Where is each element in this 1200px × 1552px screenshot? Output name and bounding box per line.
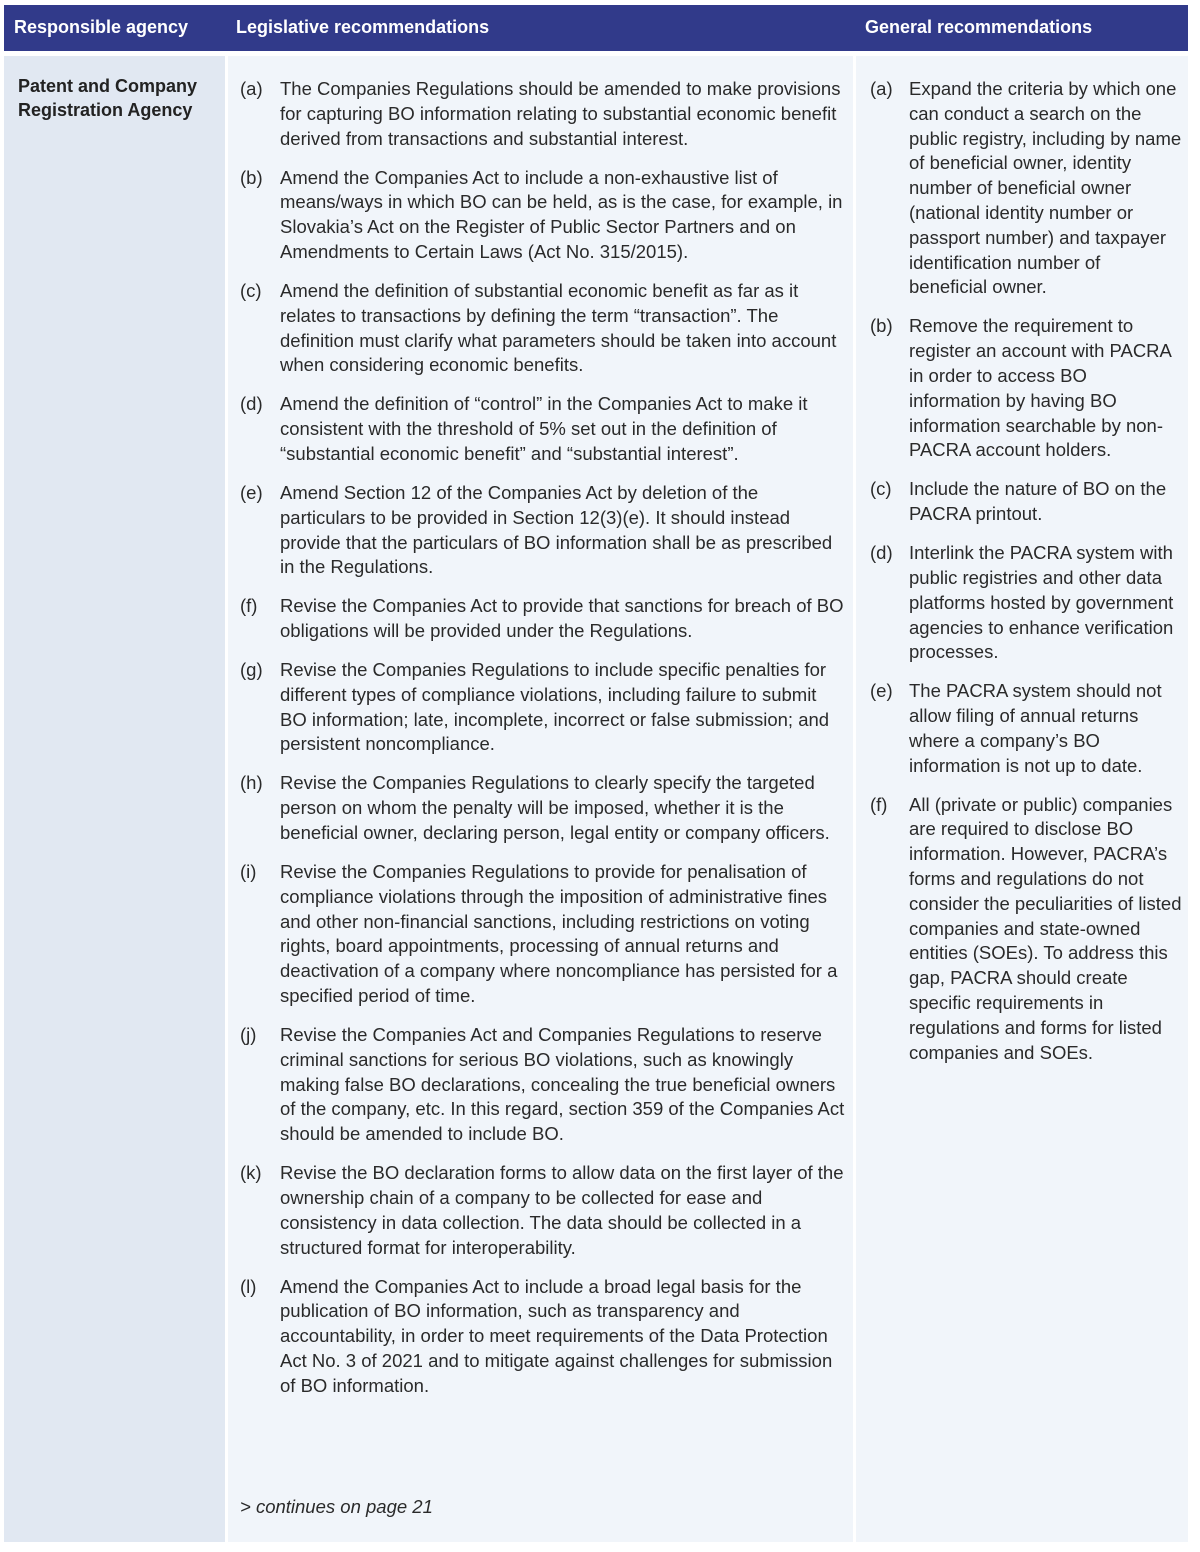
item-text: Amend the definition of substantial economic benefit as far as it relates to transactions by defining the term “transaction”. The definition must clarify what parameters should be taken into account when considering economic benefits.	[280, 279, 837, 376]
item-text: Revise the Companies Act and Companies Regulations to reserve criminal sanctions for serious BO violations, such as knowingly making false BO declarations, concealing the true beneficial owners of the company, etc. In this regard, section 359 of the Companies Act should be amended to include BO.	[280, 1023, 845, 1145]
item-text: Amend the Companies Act to include a non-exhaustive list of means/ways in which BO can be held, as is the case, for example, in Slovakia’s Act on the Register of Public Sector Partners and on Amendments to Certain Laws (Act No. 315/2015).	[280, 166, 843, 262]
item-marker: (h)	[240, 772, 263, 794]
item-marker: (l)	[240, 1275, 257, 1297]
item-marker: (e)	[870, 680, 893, 702]
general-cell	[856, 56, 1188, 1542]
item-text: Revise the Companies Act to provide that sanctions for breach of BO obligations will be provided under the Regulations.	[280, 595, 844, 642]
list-item	[240, 1023, 845, 1147]
agency-cell	[4, 56, 225, 1542]
list-item	[240, 392, 845, 466]
list-item	[240, 860, 845, 1009]
list-item	[870, 314, 1182, 463]
list-item	[240, 594, 845, 644]
list-item	[240, 1161, 845, 1260]
item-text: Amend Section 12 of the Companies Act by deletion of the particulars to be provided in Section 12(3)(e). It should instead provide that the particulars of BO information shall be as prescribed in the Regulations.	[280, 481, 833, 578]
item-marker: (a)	[870, 78, 893, 99]
item-marker: (d)	[870, 542, 893, 564]
header-general-recommendations: General recommendations	[865, 17, 1093, 37]
item-marker: (f)	[870, 793, 888, 815]
list-item	[240, 771, 845, 845]
item-text: Remove the requirement to register an account with PACRA in order to access BO information by having BO information searchable by non-PACRA account holders.	[909, 315, 1171, 461]
item-text: Amend the Companies Act to include a broad legal basis for the publication of BO information, such as transparency and accountability, in order to meet requirements of the Data Protection Act No. 3 of 2021 and to mitigate against challenges for submission of BO information.	[280, 1275, 833, 1396]
list-item	[240, 166, 845, 265]
item-marker: (k)	[240, 1162, 262, 1184]
item-text: Revise the BO declaration forms to allow data on the first layer of the ownership chain of a company to be collected for ease and consistency in data collection. The data should be collected in a structured format for interoperability.	[280, 1162, 844, 1258]
item-marker: (c)	[870, 478, 892, 500]
item-text: Revise the Companies Regulations to provide for penalisation of compliance violations through the imposition of administrative fines and other non-financial sanctions, including restrictions on voting rights, board appointments, processing of annual returns and deactivation of a company where noncompliance has persisted for a specified period of time.	[280, 861, 838, 1006]
item-text: Expand the criteria by which one can conduct a search on the public registry, including by name of beneficial owner, identity number of beneficial owner (national identity number or passport number) and taxpayer identification number of beneficial owner.	[909, 78, 1182, 298]
item-marker: (b)	[870, 315, 893, 337]
item-marker: (j)	[240, 1023, 257, 1045]
item-marker: (b)	[240, 166, 263, 188]
item-marker: (c)	[240, 279, 262, 301]
item-text: All (private or public) companies are required to disclose BO information. However, PACRA’s forms and regulations do not consider the peculiarities of listed companies and state-owned entities (SOEs). To address this gap, PACRA should create specific requirements in regulations and forms for listed companies and SOEs.	[909, 793, 1182, 1063]
item-marker: (i)	[240, 861, 257, 883]
item-text: Include the nature of BO on the PACRA printout.	[909, 478, 1167, 525]
item-text: The PACRA system should not allow filing of annual returns where a company’s BO information is not up to date.	[909, 680, 1162, 776]
item-marker: (a)	[240, 78, 263, 99]
item-text: The Companies Regulations should be amended to make provisions for capturing BO information relating to substantial economic benefit derived from transactions and substantial interest.	[280, 78, 841, 149]
list-item	[240, 77, 845, 151]
list-item	[870, 793, 1182, 1066]
list-item	[870, 477, 1182, 527]
general-list	[870, 77, 1182, 1080]
item-marker: (f)	[240, 595, 258, 617]
legislative-cell	[228, 56, 853, 1542]
list-item	[870, 77, 1182, 300]
recommendations-table	[4, 5, 1188, 1542]
list-item	[240, 279, 845, 378]
list-item	[870, 679, 1182, 778]
item-text: Interlink the PACRA system with public registries and other data platforms hosted by government agencies to enhance verification processes.	[909, 542, 1174, 663]
header-legislative-recommendations: Legislative recommendations	[236, 17, 490, 37]
legislative-list	[240, 77, 845, 1413]
agency-name: Patent and Company Registration Agency	[18, 76, 198, 120]
item-text: Amend the definition of “control” in the Companies Act to make it consistent with the threshold of 5% set out in the definition of “substantial economic benefit” and “substantial interest”.	[280, 393, 808, 464]
item-marker: (g)	[240, 659, 263, 681]
table-row	[4, 56, 1188, 1542]
item-text: Revise the Companies Regulations to include specific penalties for different types of compliance violations, including failure to submit BO information; late, incomplete, incorrect or false submission; and persistent noncompliance.	[280, 659, 830, 755]
item-marker: (d)	[240, 393, 263, 415]
list-item	[870, 541, 1182, 665]
continuation-note: > continues on page 21	[240, 1496, 433, 1517]
item-marker: (e)	[240, 481, 263, 503]
item-text: Revise the Companies Regulations to clearly specify the targeted person on whom the penalty will be imposed, whether it is the beneficial owner, declaring person, legal entity or company officers.	[280, 772, 830, 844]
header-responsible-agency: Responsible agency	[14, 17, 189, 37]
list-item	[240, 481, 845, 580]
list-item	[240, 658, 845, 757]
list-item	[240, 1275, 845, 1399]
table-header	[4, 5, 1188, 51]
